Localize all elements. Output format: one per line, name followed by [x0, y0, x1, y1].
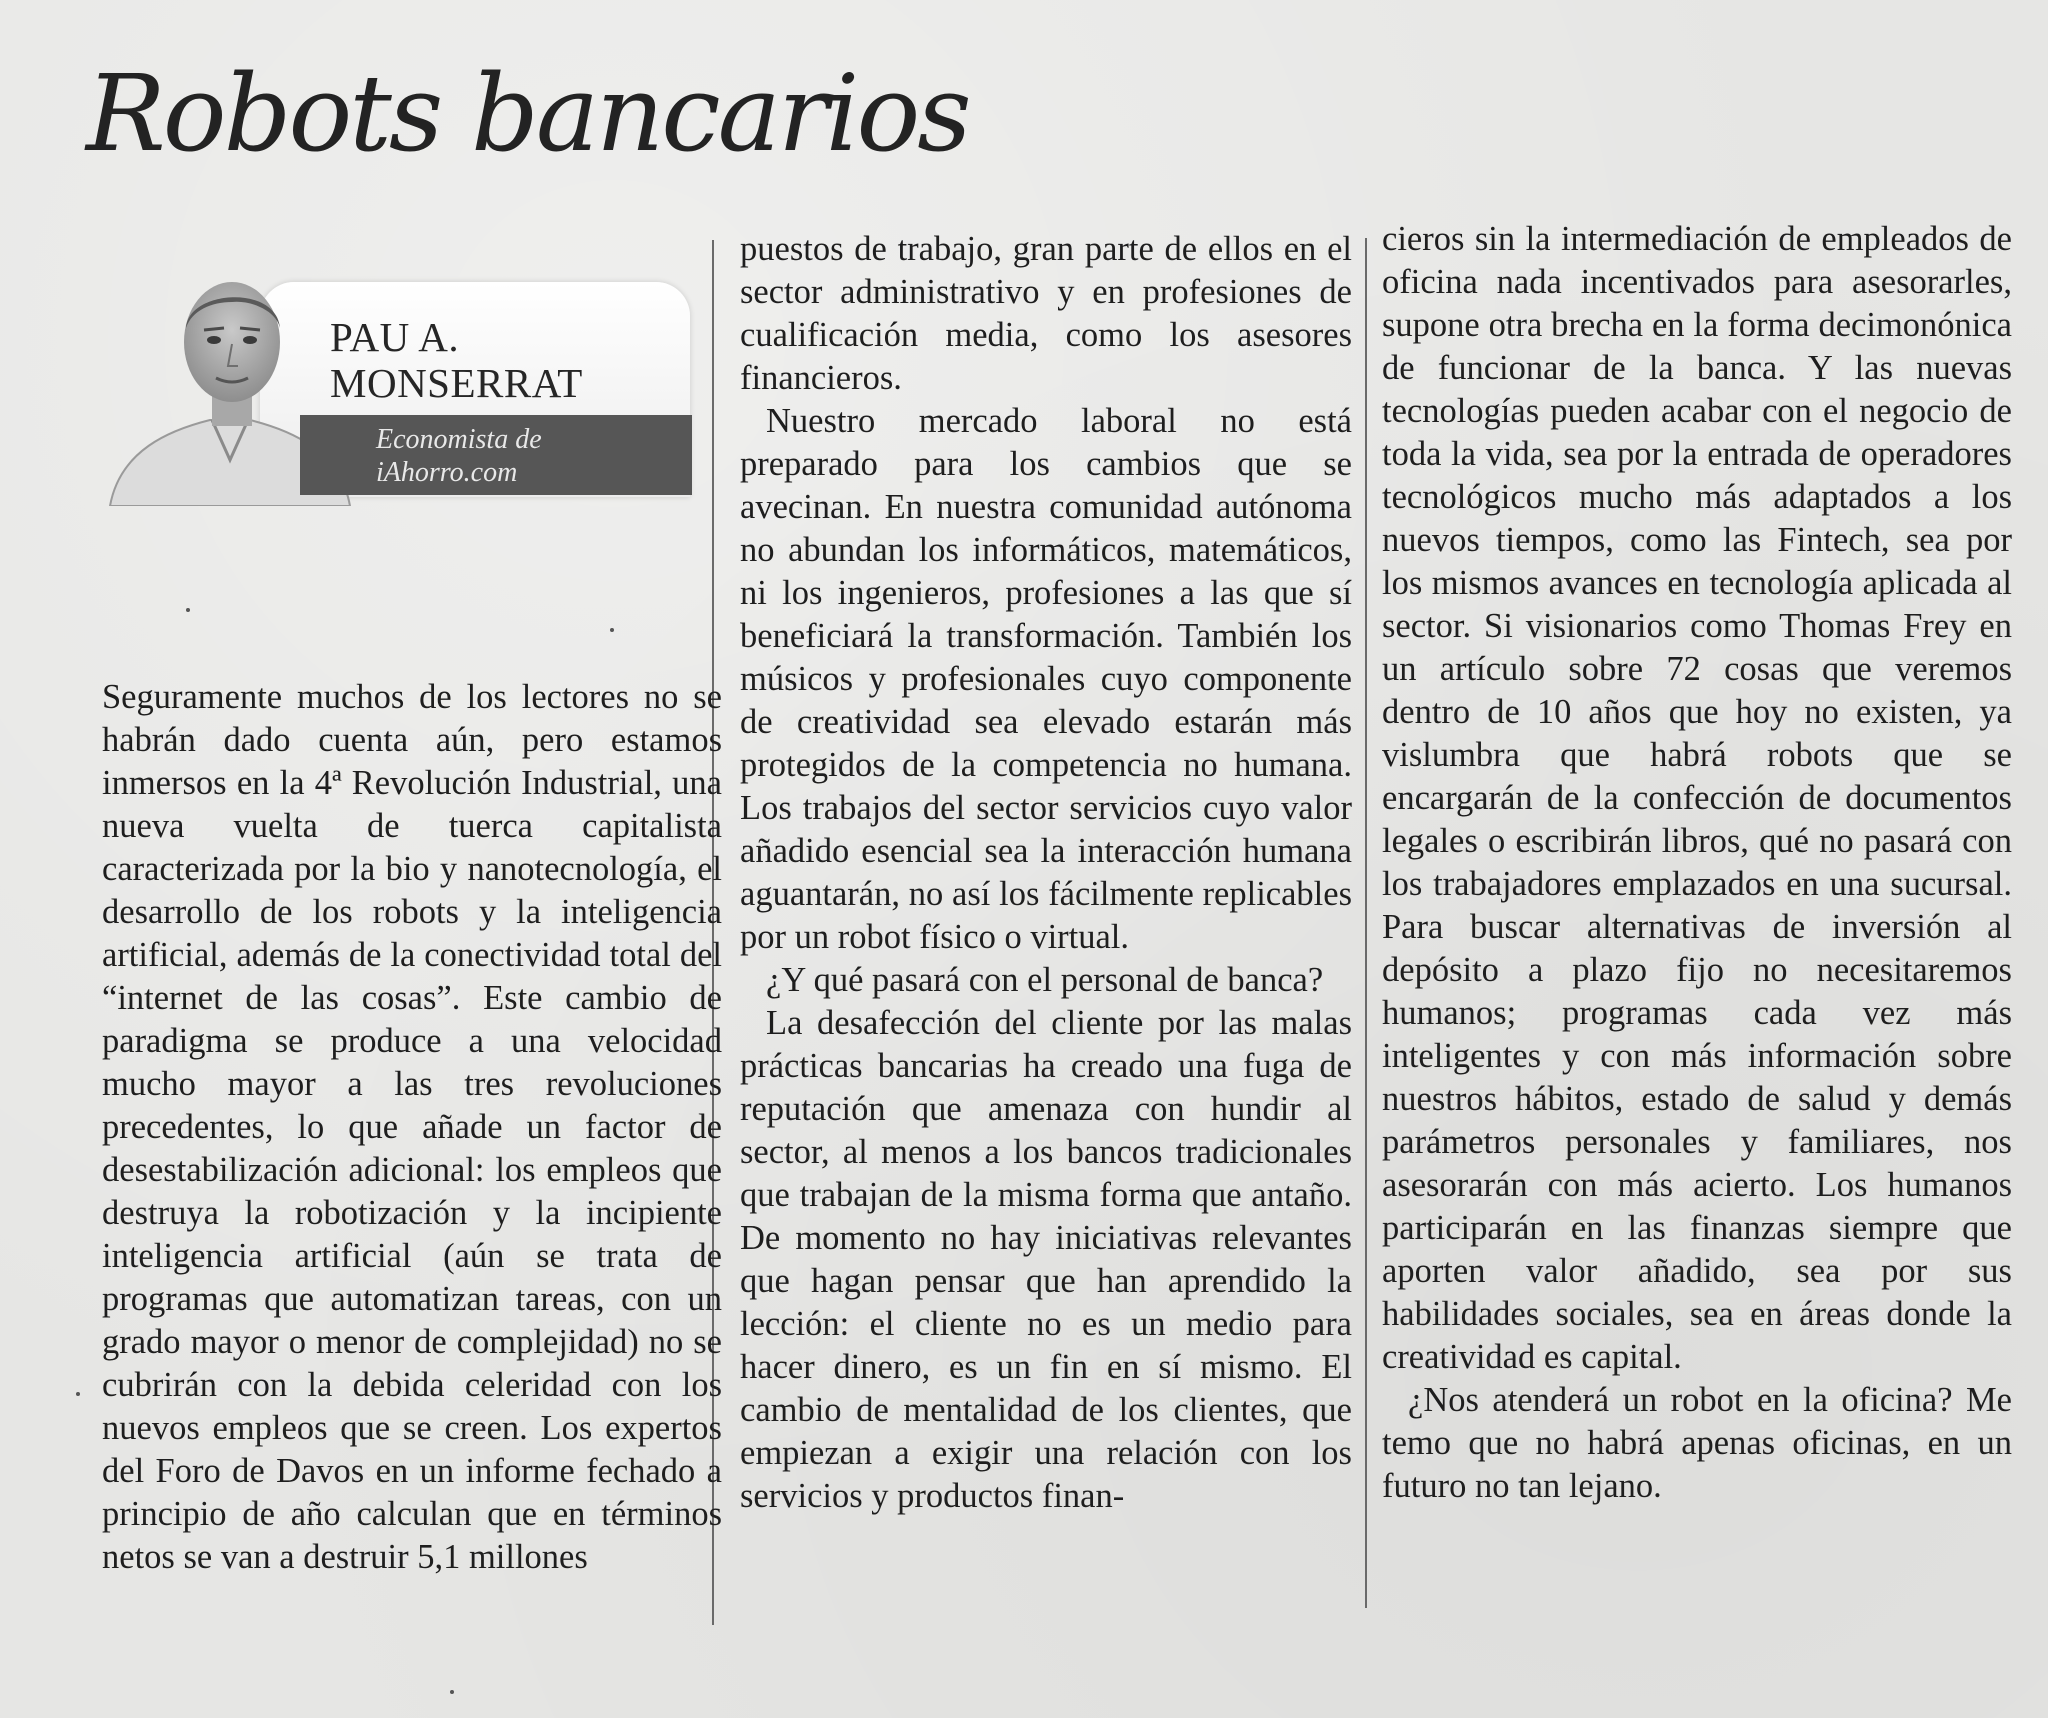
- author-name: [330, 314, 583, 406]
- author-byline: [100, 270, 700, 510]
- article-column-3: [1382, 218, 2012, 1508]
- article-column-2: [740, 228, 1352, 1518]
- paper-speck: [450, 1690, 454, 1694]
- paper-speck: [76, 1392, 80, 1396]
- paragraph: Nuestro mercado laboral no está preparado para los cambios que se avecinan. En nuestra comunidad autónoma no abundan los informáticos, matemáticos, ni los ingenieros, profesiones a las que sí beneficiará la transformación. También los músicos y profesionales cuyo componente de creatividad sea elevado estarán más protegidos de la competencia no humana. Los trabajos del sector servicios cuyo valor añadido esencial sea la interacción humana aguantarán, no así los fácilmente replicables por un robot físico o virtual.: [740, 402, 1352, 956]
- author-name-line2: MONSERRAT: [330, 360, 583, 406]
- headline: Robots bancarios: [86, 52, 969, 175]
- author-name-line1: PAU A.: [330, 314, 460, 360]
- paragraph: puestos de trabajo, gran parte de ellos en el sector administrativo y en profesiones de cualificación media, como los asesores financieros.: [740, 230, 1352, 397]
- paper-speck: [186, 608, 190, 612]
- paragraph: ¿Nos atenderá un robot en la oficina? Me temo que no habrá apenas oficinas, en un futuro no tan lejano.: [1382, 1381, 2012, 1505]
- paragraph: Seguramente muchos de los lectores no se habrán dado cuenta aún, pero estamos inmersos en la 4ª Revolución Industrial, una nueva vuelta de tuerca capitalista caracterizada por la bio y nanotecnología, el desarrollo de los robots y la inteligencia artificial, además de la conectividad total del “internet de las cosas”. Este cambio de paradigma se produce a una velocidad mucho mayor a las tres revoluciones precedentes, lo que añade un factor de desestabilización adicional: los empleos que destruya la robotización y la incipiente inteligencia artificial (aún se trata de programas que automatizan tareas, con un grado mayor o menor de complejidad) no se cubrirán con la debida celeridad con los nuevos empleos que se creen. Los expertos del Foro de Davos en un informe fechado a principio de año calculan que en términos netos se van a destruir 5,1 millones: [102, 678, 722, 1576]
- paragraph: ¿Y qué pasará con el personal de banca?: [766, 961, 1324, 999]
- paper-speck: [610, 628, 614, 632]
- author-role-line2: iAhorro.com: [376, 457, 518, 488]
- column-divider: [1365, 238, 1367, 1608]
- author-role-line1: Economista de: [376, 424, 542, 455]
- paragraph: cieros sin la intermediación de empleados de oficina nada incentivados para asesorarles, supone otra brecha en la forma decimonónica de funcionar de la banca. Y las nuevas tecnologías pueden acabar con el negocio de toda la vida, sea por la entrada de operadores tecnológicos mucho más adaptados a los nuevos tiempos, como las Fintech, sea por los mismos avances en tecnología aplicada al sector. Si visionarios como Thomas Frey en un artículo sobre 72 cosas que veremos dentro de 10 años que hoy no existen, ya vislumbra que habrá robots que se encargarán de la confección de documentos legales o escribirán libros, qué no pasará con los trabajadores emplazados en una sucursal. Para buscar alternativas de inversión al depósito a plazo fijo no necesitaremos humanos; programas cada vez más inteligentes y con más información sobre nuestros hábitos, estado de salud y demás parámetros personales y familiares, nos asesorarán con más acierto. Los humanos participarán en las finanzas siempre que aporten valor añadido, sea por sus habilidades sociales, sea en áreas donde la creatividad es capital.: [1382, 220, 2012, 1376]
- author-role-band: [300, 415, 692, 495]
- article-column-1: [102, 676, 722, 1579]
- paragraph: La desafección del cliente por las malas prácticas bancarias ha creado una fuga de reputación que amenaza con hundir al sector, al menos a los bancos tradicionales que trabajan de la misma forma que antaño. De momento no hay iniciativas relevantes que hagan pensar que han aprendido la lección: el cliente no es un medio para hacer dinero, es un fin en sí mismo. El cambio de mentalidad de los clientes, que empiezan a exigir una relación con los servicios y productos finan-: [740, 1004, 1352, 1515]
